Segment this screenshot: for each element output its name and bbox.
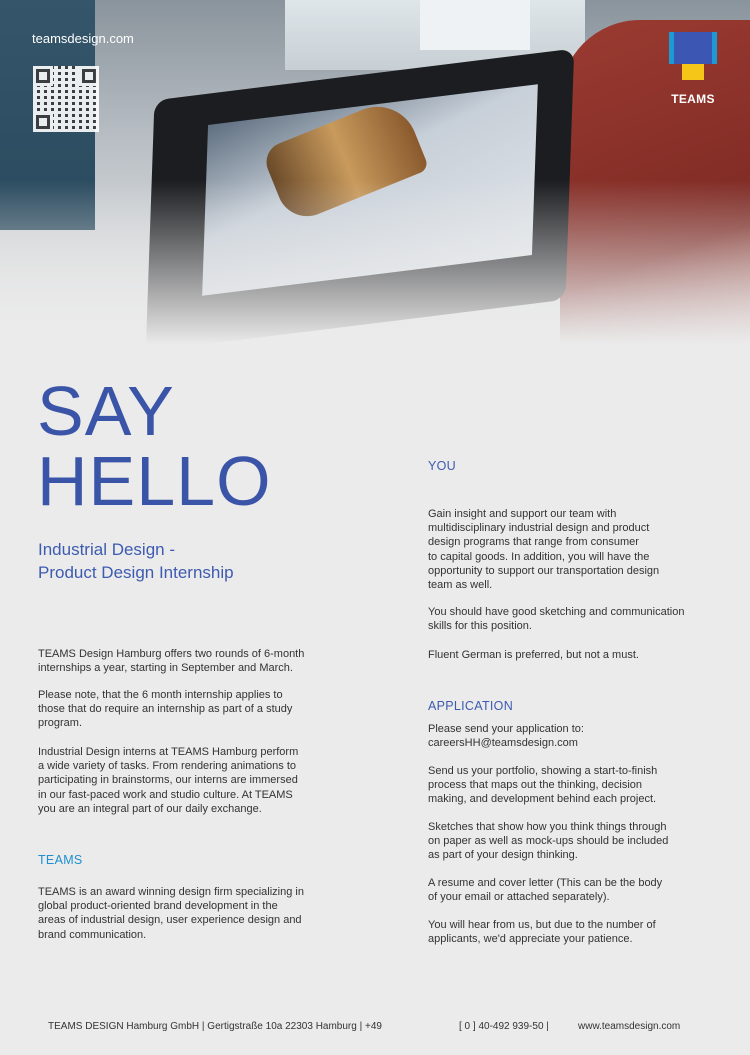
text-line: Send us your portfolio, showing a start-to-finish bbox=[428, 765, 658, 777]
text-line: team as well. bbox=[428, 579, 493, 592]
you-heading: YOU bbox=[428, 459, 456, 473]
send-paragraph bbox=[428, 722, 584, 750]
text-line: skills for this position. bbox=[428, 620, 532, 633]
skills-paragraph bbox=[428, 605, 684, 633]
text-line: Industrial Design interns at TEAMS Hamburg perform bbox=[38, 746, 299, 758]
text-line: internships a year, starting in September and March. bbox=[38, 662, 293, 675]
title-line: SAY bbox=[37, 372, 175, 450]
text-line: careersHH@teamsdesign.com bbox=[428, 737, 578, 750]
text-line: TEAMS is an award winning design firm specializing in bbox=[38, 886, 304, 898]
subtitle-line: Product Design Internship bbox=[38, 563, 234, 582]
resume-paragraph bbox=[428, 876, 662, 904]
text-line: Fluent German is preferred, but not a must. bbox=[428, 649, 639, 661]
text-line: TEAMS Design Hamburg offers two rounds of 6-month bbox=[38, 648, 305, 660]
hero-fade bbox=[0, 180, 750, 345]
portfolio-paragraph bbox=[428, 764, 657, 807]
logo-blue-block bbox=[669, 32, 717, 64]
text-line: areas of industrial design, user experience design and bbox=[38, 914, 302, 927]
text-line: Please note, that the 6 month internship applies to bbox=[38, 689, 283, 701]
text-line: opportunity to support our transportation design bbox=[428, 564, 660, 577]
interns-paragraph bbox=[38, 745, 298, 816]
text-line: You should have good sketching and communication bbox=[428, 606, 685, 618]
you-paragraph bbox=[428, 507, 659, 592]
text-line: a wide variety of tasks. From rendering animations to bbox=[38, 760, 297, 773]
text-line: global product-oriented brand development in the bbox=[38, 900, 278, 913]
text-line: Gain insight and support our team with bbox=[428, 508, 617, 520]
logo-text: TEAMS bbox=[671, 92, 715, 106]
teams-logo bbox=[669, 32, 717, 106]
text-line: to capital goods. In addition, you will have the bbox=[428, 550, 650, 563]
window bbox=[420, 0, 530, 50]
text-line: Please send your application to: bbox=[428, 723, 584, 735]
text-line: those that do require an internship as part of a study bbox=[38, 703, 293, 716]
footer-website-link[interactable]: www.teamsdesign.com bbox=[578, 1021, 681, 1032]
subtitle-line: Industrial Design - bbox=[38, 540, 176, 559]
logo-yellow-block bbox=[682, 64, 704, 80]
teams-heading: TEAMS bbox=[38, 853, 83, 867]
text-line: multidisciplinary industrial design and product bbox=[428, 522, 650, 535]
title-line: HELLO bbox=[37, 442, 272, 520]
text-line: in our fast-paced work and studio culture. At TEAMS bbox=[38, 788, 293, 801]
footer-address: TEAMS DESIGN Hamburg GmbH | Gertigstraße 10a 22303 Hamburg | +49 bbox=[48, 1021, 382, 1032]
text-line: applicants, we'd appreciate your patience. bbox=[428, 933, 633, 946]
page-title bbox=[37, 372, 272, 520]
text-line: participating in brainstorms, our interns are immersed bbox=[38, 774, 298, 787]
text-line: Sketches that show how you think things through bbox=[428, 821, 667, 833]
text-line: You will hear from us, but due to the number of bbox=[428, 919, 656, 931]
text-line: making, and development behind each project. bbox=[428, 793, 657, 806]
german-paragraph bbox=[428, 648, 639, 662]
subtitle bbox=[38, 538, 234, 584]
text-line: program. bbox=[38, 717, 83, 730]
qr-code-icon[interactable] bbox=[33, 66, 99, 132]
website-label: teamsdesign.com bbox=[32, 31, 134, 46]
text-line: brand communication. bbox=[38, 928, 147, 941]
text-line: on paper as well as mock-ups should be included bbox=[428, 835, 669, 848]
sketches-paragraph bbox=[428, 820, 668, 863]
teams-paragraph bbox=[38, 885, 304, 942]
text-line: as part of your design thinking. bbox=[428, 849, 578, 862]
text-line: design programs that range from consumer bbox=[428, 536, 639, 549]
text-line: process that maps out the thinking, decision bbox=[428, 779, 643, 792]
application-heading: APPLICATION bbox=[428, 699, 514, 713]
text-line: you are an integral part of our daily exchange. bbox=[38, 802, 262, 815]
hear-paragraph bbox=[428, 918, 656, 946]
intro-paragraph bbox=[38, 647, 304, 675]
text-line: A resume and cover letter (This can be the body bbox=[428, 877, 663, 889]
hero-photo bbox=[0, 0, 750, 345]
text-line: of your email or attached separately). bbox=[428, 891, 610, 904]
footer-phone: [ 0 ] 40-492 939-50 | bbox=[459, 1021, 549, 1032]
note-paragraph bbox=[38, 688, 292, 731]
